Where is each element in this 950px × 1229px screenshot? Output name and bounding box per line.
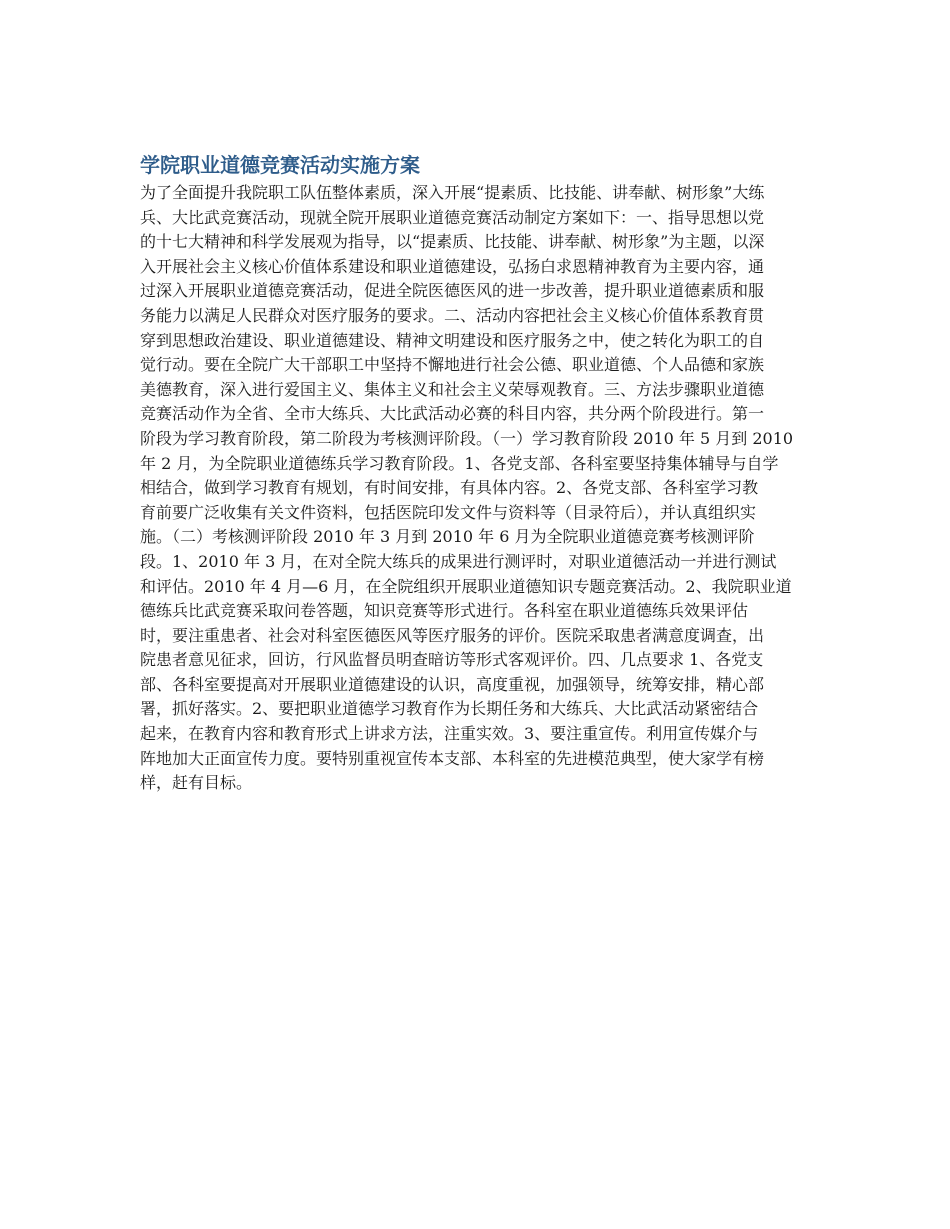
document-body (140, 181, 816, 796)
body-line: 务能力以满足人民群众对医疗服务的要求。二、活动内容把社会主义核心价值体系教育贯 (140, 305, 765, 325)
body-line: 兵、大比武竞赛活动，现就全院开展职业道德竞赛活动制定方案如下：一、指导思想以党 (140, 207, 765, 227)
body-line: 过深入开展职业道德竞赛活动，促进全院医德医风的进一步改善，提升职业道德素质和服 (140, 281, 765, 301)
body-line: 育前要广泛收集有关文件资料，包括医院印发文件与资料等（目录符后），并认真组织实 (140, 502, 757, 522)
body-line: 署，抓好落实。2、要把职业道德学习教育作为长期任务和大练兵、大比武活动紧密结合 (140, 699, 759, 719)
body-line: 入开展社会主义核心价值体系建设和职业道德建设，弘扬白求恩精神教育为主要内容，通 (140, 256, 765, 276)
body-line: 样，赶有目标。 (140, 773, 253, 793)
body-line: 部、各科室要提高对开展职业道德建设的认识，高度重视，加强领导，统筹安排，精心部 (140, 674, 765, 694)
body-line: 的十七大精神和科学发展观为指导，以“提素质、比技能、讲奉献、树形象”为主题，以深 (140, 232, 765, 252)
body-line: 美德教育，深入进行爱国主义、集体主义和社会主义荣辱观教育。三、方法步骤职业道德 (140, 379, 765, 399)
body-line: 时，要注重患者、社会对科室医德医风等医疗服务的评价。医院采取患者满意度调查，出 (140, 625, 765, 645)
body-line: 阵地加大正面宣传力度。要特别重视宣传本支部、本科室的先进模范典型，使大家学有榜 (140, 748, 765, 768)
body-line: 为了全面提升我院职工队伍整体素质，深入开展“提素质、比技能、讲奉献、树形象”大练 (140, 183, 765, 202)
body-line: 穿到思想政治建设、职业道德建设、精神文明建设和医疗服务之中，使之转化为职工的自 (140, 330, 765, 350)
document-title: 学院职业道德竞赛活动实施方案 (140, 153, 420, 177)
body-line: 段。1、2010 年 3 月，在对全院大练兵的成果进行测评时，对职业道德活动一并进行测试 (140, 551, 777, 571)
body-line: 和评估。2010 年 4 月—6 月，在全院组织开展职业道德知识专题竞赛活动。2、我院职业道 (140, 576, 792, 596)
body-line: 年 2 月，为全院职业道德练兵学习教育阶段。1、各党支部、各科室要坚持集体辅导与自学 (140, 453, 779, 473)
body-line: 施。（二）考核测评阶段 2010 年 3 月到 2010 年 6 月为全院职业道德竞赛考核测评阶 (140, 527, 755, 547)
body-line: 相结合，做到学习教育有规划，有时间安排，有具体内容。2、各党支部、各科室学习教 (140, 478, 759, 498)
body-line: 院患者意见征求，回访，行风监督员明查暗访等形式客观评价。四、几点要求 1、各党支 (140, 650, 764, 670)
body-line: 竞赛活动作为全省、全市大练兵、大比武活动必赛的科目内容，共分两个阶段进行。第一 (140, 404, 765, 424)
body-line: 起来，在教育内容和教育形式上讲求方法，注重实效。3、要注重宣传。利用宣传媒介与 (140, 724, 759, 744)
body-line: 阶段为学习教育阶段，第二阶段为考核测评阶段。（一）学习教育阶段 2010 年 5 月到 2010 (140, 428, 794, 448)
body-line: 觉行动。要在全院广大干部职工中坚持不懈地进行社会公德、职业道德、个人品德和家族 (140, 355, 765, 375)
body-line: 德练兵比武竞赛采取问卷答题，知识竞赛等形式进行。各科室在职业道德练兵效果评估 (140, 601, 749, 621)
